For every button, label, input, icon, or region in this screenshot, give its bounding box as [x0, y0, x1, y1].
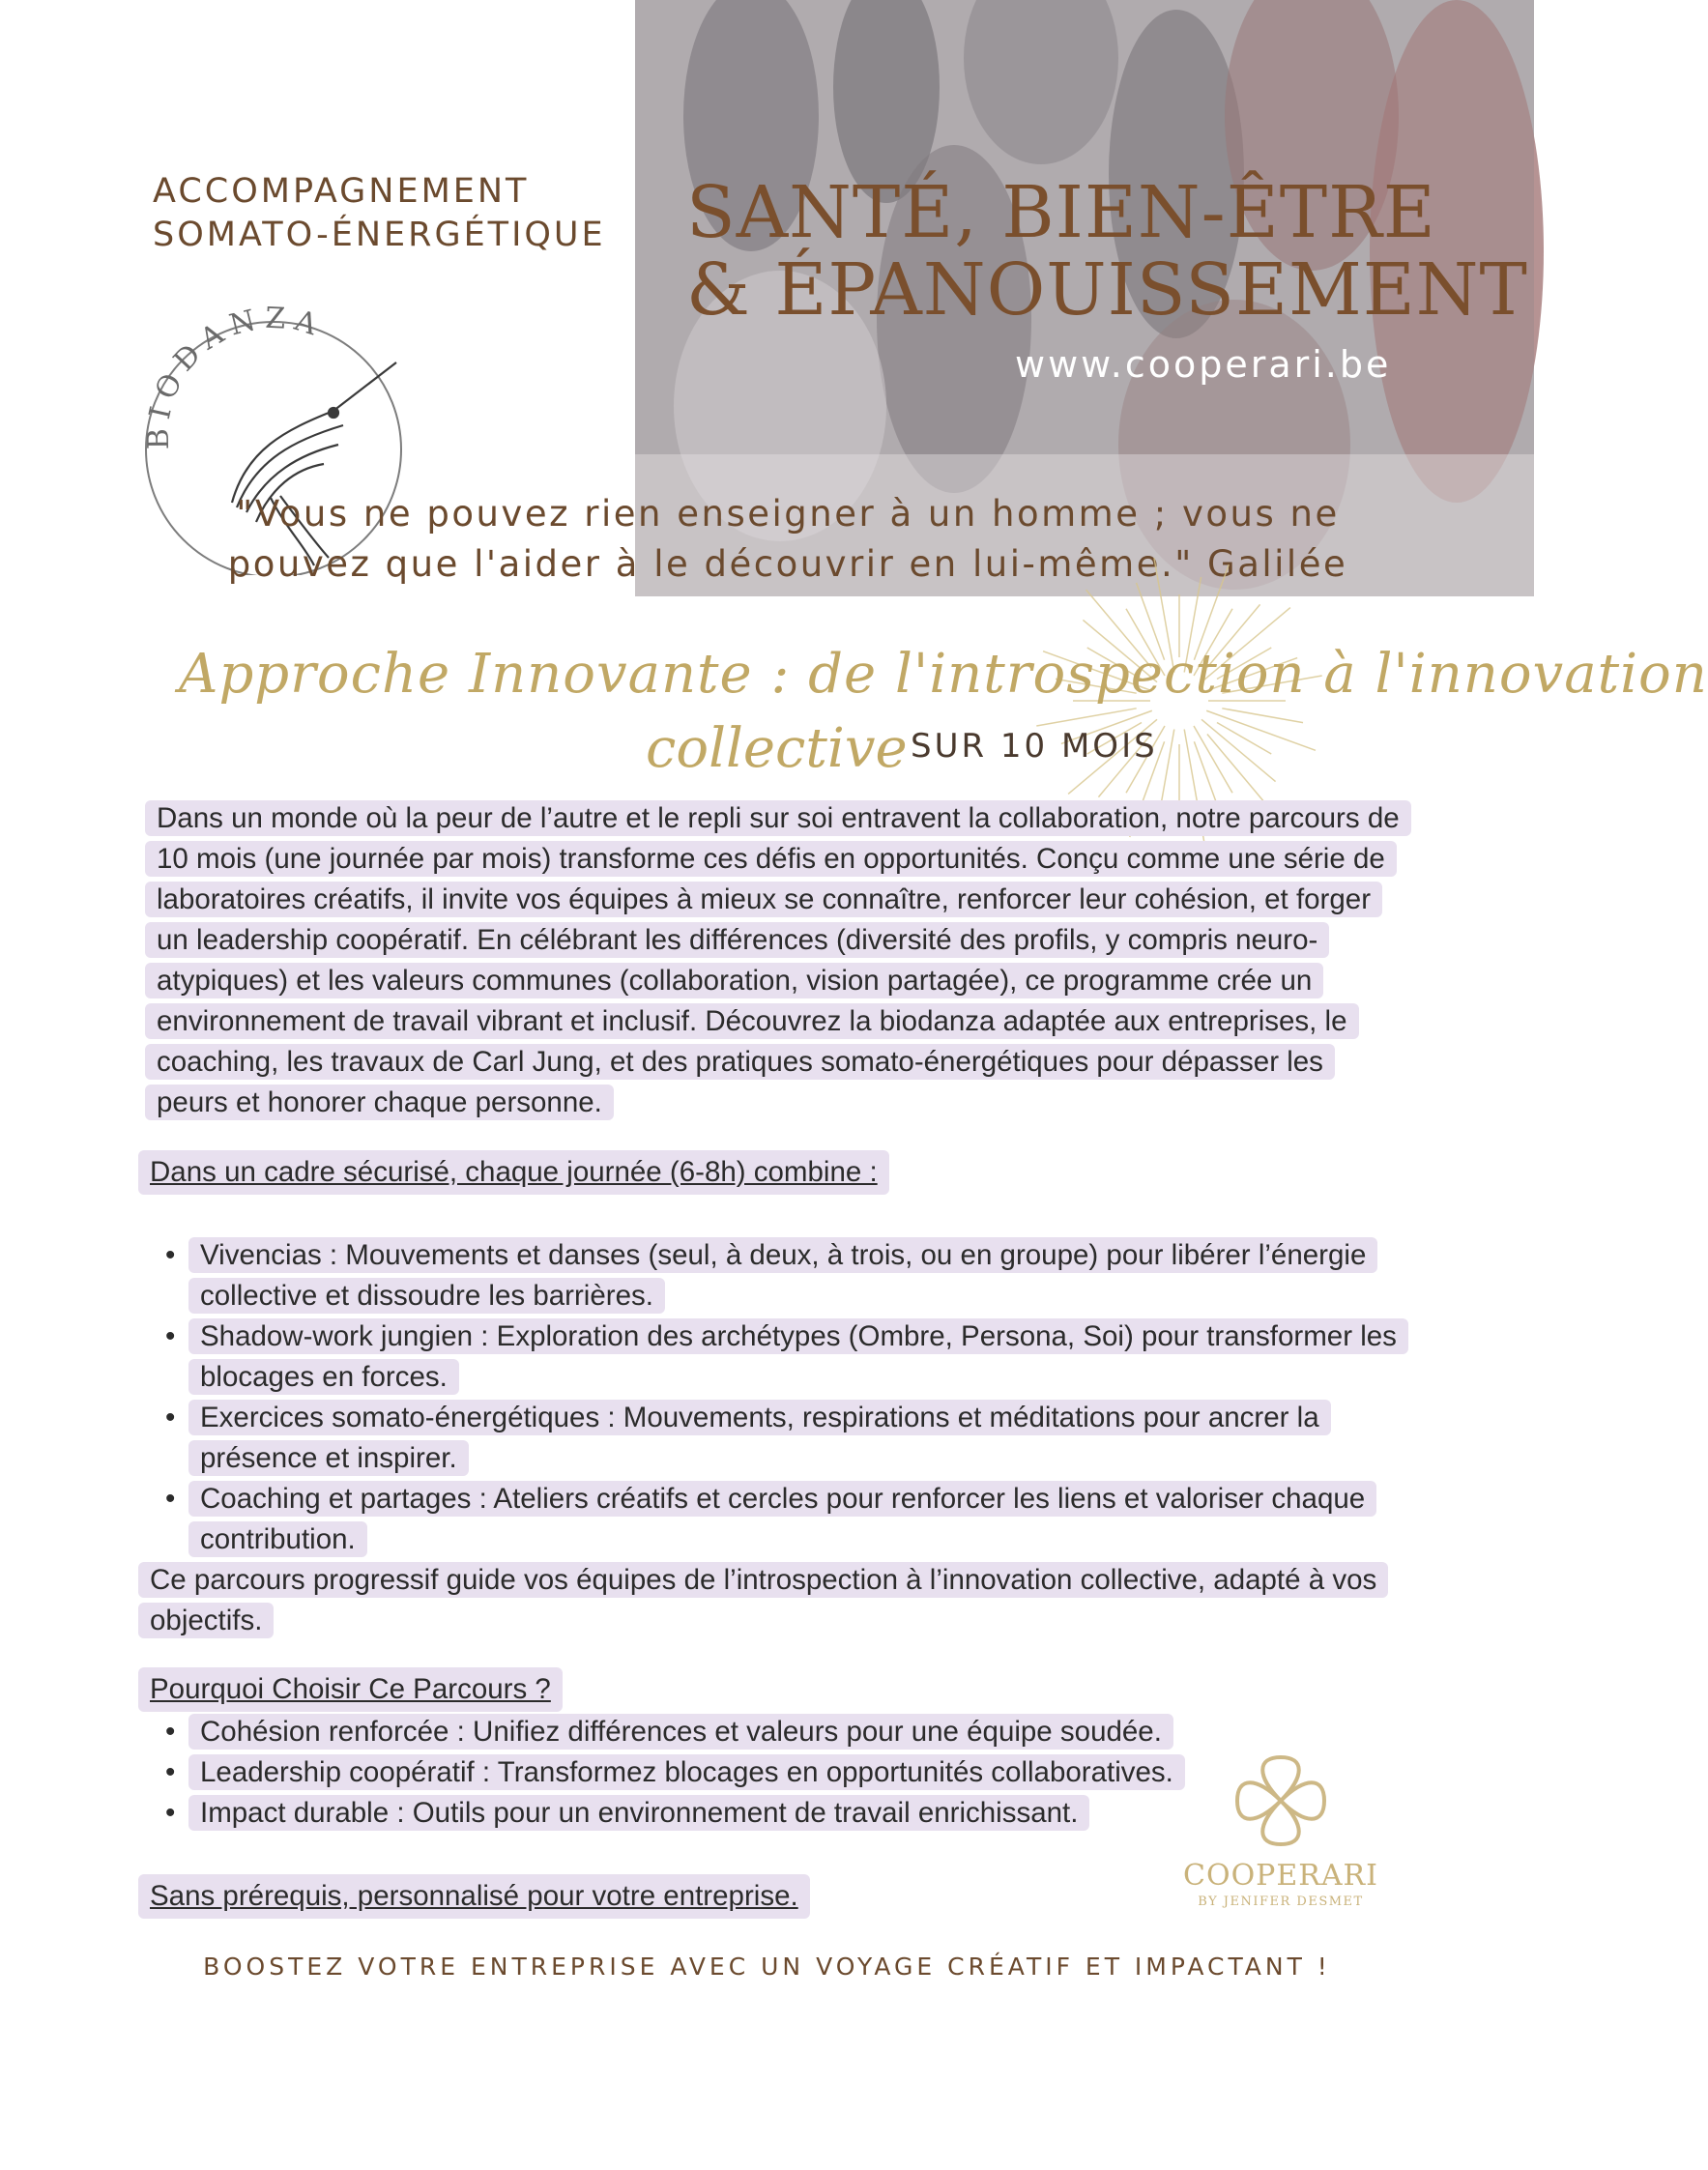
sunburst-ray [1036, 709, 1136, 726]
sunburst-ray [1217, 723, 1271, 755]
list-item: • Impact durable : Outils pour un environnement de travail enrichissant. [138, 1793, 1414, 1834]
title-line-1: SANTÉ, BIEN-ÊTRE [686, 171, 1436, 254]
prerequisites-note: Sans prérequis, personnalisé pour votre entreprise. [138, 1874, 810, 1919]
website-link[interactable]: www.cooperari.be [1015, 343, 1392, 386]
sunburst-ray [1206, 710, 1316, 750]
knot-icon [1228, 1748, 1334, 1854]
list-item: • Exercices somato-énergétiques : Mouvements, respirations et méditations pour ancrer la présence et inspirer. [138, 1398, 1414, 1479]
list-item: • Vivencias : Mouvements et danses (seul, à deux, à trois, ou en groupe) pour libérer l’énergie collective et dissoudre les barrières. [138, 1235, 1414, 1316]
tagline [153, 170, 606, 257]
day-section-heading: Dans un cadre sécurisé, chaque journée (6-8h) combine : [138, 1150, 889, 1195]
brand-subtitle: BY JENIFER DESMET [1198, 1895, 1364, 1909]
day-items-list [138, 1235, 1414, 1560]
day-section-closing: Ce parcours progressif guide vos équipes de l’introspection à l’innovation collective, adapté à vos objectifs. [138, 1560, 1414, 1641]
list-item: • Shadow-work jungien : Exploration des archétypes (Ombre, Persona, Soi) pour transformer les blocages en forces. [138, 1316, 1414, 1398]
list-item: • Cohésion renforcée : Unifiez différences et valeurs pour une équipe soudée. [138, 1712, 1414, 1752]
cooperari-logo [1165, 1748, 1397, 1909]
approach-title-line-2: collective [646, 717, 908, 780]
intro-text: Dans un monde où la peur de l’autre et le repli sur soi entravent la collaboration, notre parcours de 10 mois (une journée par mois) transforme ces défis en opportunités. Conçu comme une série de laboratoires créatifs, il invite vos équipes à mieux se connaître, renforcer leur cohésion, et forger un leadership coopératif. En célébrant les différences (diversité des profils, y compris neuro-atypiques) et les valeurs communes (collaboration, vision partagée), ce programme crée un environnement de travail vibrant et inclusif. Découvrez la biodanza adaptée aux entreprises, le coaching, les travaux de Carl Jung, et des pratiques somato-énergétiques pour dépasser les peurs et honorer chaque personne. [145, 800, 1411, 1120]
day-section [138, 1150, 1414, 1641]
spacer [138, 1195, 1414, 1235]
intro-paragraph [145, 798, 1402, 1123]
duration-label: SUR 10 MOIS [911, 727, 1158, 766]
logo-text: BIODANZA [141, 304, 329, 450]
title-line-2: & ÉPANOUISSEMENT [686, 248, 1528, 332]
quote-line-2: pouvez que l'aider à le découvrir en lui-même." Galilée [227, 543, 1348, 585]
why-section-heading: Pourquoi Choisir Ce Parcours ? [138, 1667, 563, 1712]
approach-title-line-1: Approche Innovante : de l'introspection à l'innovation [179, 643, 1708, 706]
list-item: • Leadership coopératif : Transformez blocages en opportunités collaboratives. [138, 1752, 1414, 1793]
tagline-line-1: ACCOMPAGNEMENT [153, 172, 530, 211]
brand-name: COOPERARI [1183, 1859, 1378, 1893]
sunburst-ray [1194, 726, 1232, 793]
footer-slogan: BOOSTEZ VOTRE ENTREPRISE AVEC UN VOYAGE CRÉATIF ET IMPACTANT ! [203, 1953, 1331, 1981]
tagline-line-2: SOMATO-ÉNERGÉTIQUE [153, 216, 606, 254]
quote-line-1: "Vous ne pouvez rien enseigner à un homme ; vous ne [236, 493, 1340, 535]
list-item: • Coaching et partages : Ateliers créatifs et cercles pour renforcer les liens et valoriser chaque contribution. [138, 1479, 1414, 1560]
page-title [686, 171, 1528, 332]
